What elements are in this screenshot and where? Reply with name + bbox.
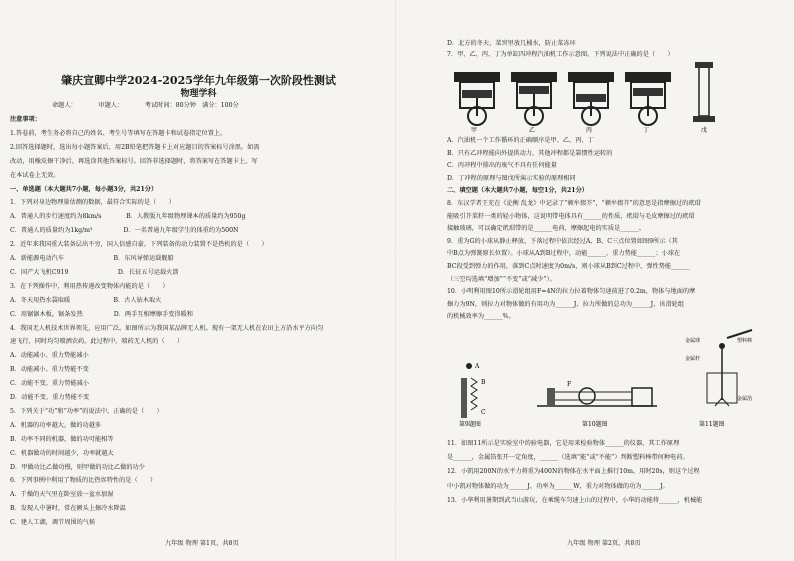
engine-label-0: 甲	[471, 127, 478, 134]
right-lines-line: B．只有乙冲程能向外提供动力，其他冲程都是靠惯性运转的	[447, 149, 613, 157]
right-lines-line: 二、填空题（本大题共7小题，每空1分，共21分）	[447, 187, 588, 195]
left-lines-line: A．机器的功率越大，做的功越多	[10, 421, 102, 429]
engine-label-1: 乙	[529, 127, 536, 134]
engine-cylinder-3	[568, 72, 614, 125]
figure-10-caption: 第10题图	[582, 421, 608, 428]
engine-cylinder-4	[625, 72, 671, 125]
left-lines-line: B．动能减小、重力势能不变	[10, 366, 89, 374]
engine-cylinder-1	[454, 72, 500, 125]
figure-10-pulley	[537, 381, 657, 406]
right-lines-line: 9．重为G的小球从静止释放，下落过程中依次经过A、B、C三点位置如图9所示（其	[447, 237, 678, 245]
exam-title: 肇庆宣卿中学2024-2025学年九年级第一次阶段性测试	[61, 74, 336, 87]
left-lines-line: 5．下列关于“功”和“功率”的说法中，正确的是（ ）	[10, 407, 163, 415]
right-lines-line: （三空均选填“增加”“不变”或“减少”）。	[447, 275, 556, 283]
q6-option-d: D．北方的冬天，菜窖里放几桶水，防止菜冻坏	[447, 40, 576, 47]
left-lines-line: A．普通人的步行速度约为8km/s B．人教版九年级物理课本的质量约为950g	[10, 213, 246, 221]
q7-stem: 7．甲、乙、丙、丁为单缸四冲程汽油机工作示意图。下列说法中正确的是（ ）	[447, 51, 674, 58]
left-lines-line: C．机器做功的时间越少，功率就越大	[10, 449, 114, 457]
fill-in-figures	[437, 328, 767, 428]
fig10-label-f: F	[567, 381, 572, 388]
left-lines-line: 2．近年来我国重大装备层出不穷，国人倍感自豪。下列装备的动力装置不是热机的是（ ）	[10, 241, 268, 249]
left-lines-line: C．建人工湖，调节周围的气候	[10, 519, 96, 527]
left-lines-line: A．干燥的天气里在卧室放一盆水加湿	[10, 491, 114, 499]
page-footer-left: 九年级 物理 第1页，共8页	[165, 540, 239, 547]
fig9-label-b: B	[481, 379, 486, 386]
left-lines-line: B．发现人中暑时，常在额头上擦冷水降温	[10, 505, 126, 513]
right-lines-line: 擦力为9N，则拉力对物体做的有用功为______J，拉力所做的总功为______J，该滑轮组	[447, 300, 685, 308]
left-lines-line: 3．在下列操作中，利用热传递改变物体内能的是（ ）	[10, 282, 169, 290]
right-lines-line: 10．小明利用图10所示滑轮组用F=4N的拉力拉着物体匀速前进了0.2m，物体与地面的摩	[447, 288, 696, 296]
fig11-label-plastic: 塑料棒	[737, 338, 753, 344]
exam-meta: 命题人： 审题人： 考试时间：80分钟 满分：100分	[52, 102, 239, 109]
right-lines-line: 8．东汉学者王充在《论衡 乱龙》中记录了“顿牟掇芥”，“顿牟掇芥”的意思是指摩擦过的玳瑁	[447, 200, 701, 207]
left-lines-line: 速飞行，同时均匀喷洒农药。此过程中，喷药无人机的（ ）	[10, 338, 184, 346]
right-lines2-line: 中小凯对物体做的功为______J，功率为______W，重力对物体做的功为______J。	[447, 482, 669, 490]
page-footer-right: 九年级 物理 第2页，共8页	[567, 540, 641, 547]
left-lines-line: 1.答卷前，考生务必将自己的姓名、考生号等填写在答题卡和试卷指定位置上。	[10, 129, 227, 137]
figure-9-caption: 第9题图	[459, 421, 481, 428]
right-lines2-line: 是______，金属箔张开一定角度，______（选填“能”或“不能”）判断塑料棒带何种电荷。	[447, 454, 689, 462]
left-lines-line: A．动能减小、重力势能减小	[10, 352, 89, 360]
left-lines-line: 1．下列对身边物理量估测的数据，最符合实际的是（ ）	[10, 199, 175, 207]
figure-11-caption: 第11题图	[699, 421, 725, 428]
fig11-label-metal-rod: 金属杆	[685, 356, 701, 362]
engine-strokes-figure	[447, 60, 737, 134]
left-lines-line: C．用锯锯木板，锯条发热 D．两手互相摩擦手变得暖和	[10, 310, 193, 318]
fig11-label-metal-ball: 金属球	[685, 338, 701, 344]
engine-label-4: 戊	[701, 127, 708, 134]
left-lines-line: D．甲做功比乙做功慢，则甲做的功比乙做的功少	[10, 463, 145, 471]
left-lines-line: C．普通人的质量约为1kg/m³ D．一名普通九年级学生的体重约为500N	[10, 227, 239, 235]
right-lines-line: 能吸引芥菜籽一类的轻小物体，这说明带电体具有______的性质，玳瑁与毛皮摩擦过的玳瑁	[447, 212, 695, 220]
left-lines-line: B．功率不同的机器，做的功可能相等	[10, 435, 114, 443]
left-lines-line: C．国产大飞机C919 D．长征五号运载火箭	[10, 268, 179, 276]
right-lines-line: 的机械效率为______%。	[447, 313, 515, 321]
right-lines-line: 接触玻璃，可以确定玳瑁带的是______电荷，摩擦起电的实质是______。	[447, 225, 645, 233]
left-lines-line: A．冬天用热水袋取暖 B．古人钻木取火	[10, 296, 162, 304]
left-lines-line: 在本试卷上无效。	[10, 171, 60, 179]
left-lines-line: 改动，用橡皮擦干净后，再选涂其他答案标号。回答非选择题时，将答案写在答题卡上，写	[10, 157, 258, 165]
fig9-label-a: A	[475, 363, 480, 370]
left-lines-line: 6．下列事例中利用了物质的比热容特性的是（ ）	[10, 477, 157, 485]
exam-subject: 物理学科	[180, 89, 217, 99]
left-lines-line: A．新能源电动汽车 B．东风导弹运载舰船	[10, 255, 174, 262]
right-lines2-line: 13．小华利用暑期到武当山游玩，在乘缆车匀速上山的过程中，小华的动能将______，机械能	[447, 496, 703, 504]
demo-tube-wu	[693, 62, 715, 122]
engine-cylinder-2	[511, 72, 557, 125]
engine-label-2: 丙	[586, 127, 593, 134]
right-lines-line: C．丙冲程中排出的废气不具有任何能量	[447, 162, 557, 170]
left-lines-line: D．动能不变、重力势能不变	[10, 394, 90, 401]
right-lines-line: BC段受到弹力的作用，落到C点时速度为0m/s，则小球从B到C过程中，弹性势能______	[447, 263, 690, 270]
left-lines-line: 一、单选题（本大题共7小题，每小题3分，共21分）	[10, 185, 158, 193]
right-lines2-line: 11．如图11所示是实验室中的验电器，它是用来检验物体______的仪器，其工作原理	[447, 440, 680, 447]
right-lines-line: D．丁冲程的原理与图戊所演示实验的原理相同	[447, 174, 576, 182]
right-lines2-line: 12．小凯用200N的水平力将重为400N的物体在水平面上推行10m，用时20s，则这个过程	[447, 468, 700, 476]
left-lines-line: C．动能不变、重力势能减小	[10, 380, 89, 388]
fig9-label-c: C	[481, 409, 486, 416]
left-lines-line: 2.回答选择题时，选出每小题答案后，用2B铅笔把答题卡上对应题目的答案标号涂黑。如需	[10, 143, 260, 151]
figure-9-spring-ball	[461, 363, 486, 418]
left-lines-line: 4．我国无人机技术世界领先，应用广泛。如图所示为我国某品牌无人机。现有一架无人机在农田上方沿水平方向匀	[10, 324, 324, 332]
left-lines-line: 注意事项：	[10, 116, 41, 123]
figure-11-electroscope	[685, 330, 752, 406]
right-lines-line: 中B点为弹簧原长位置）。小球从A到B过程中，动能______，重力势能______；小球在	[447, 250, 681, 258]
right-lines-line: A．汽油机一个工作循环的正确顺序是甲、乙、丙、丁	[447, 137, 594, 144]
engine-label-3: 丁	[643, 127, 650, 134]
page-right	[397, 0, 794, 561]
fig11-label-metal-foil: 金属箔	[737, 396, 753, 402]
